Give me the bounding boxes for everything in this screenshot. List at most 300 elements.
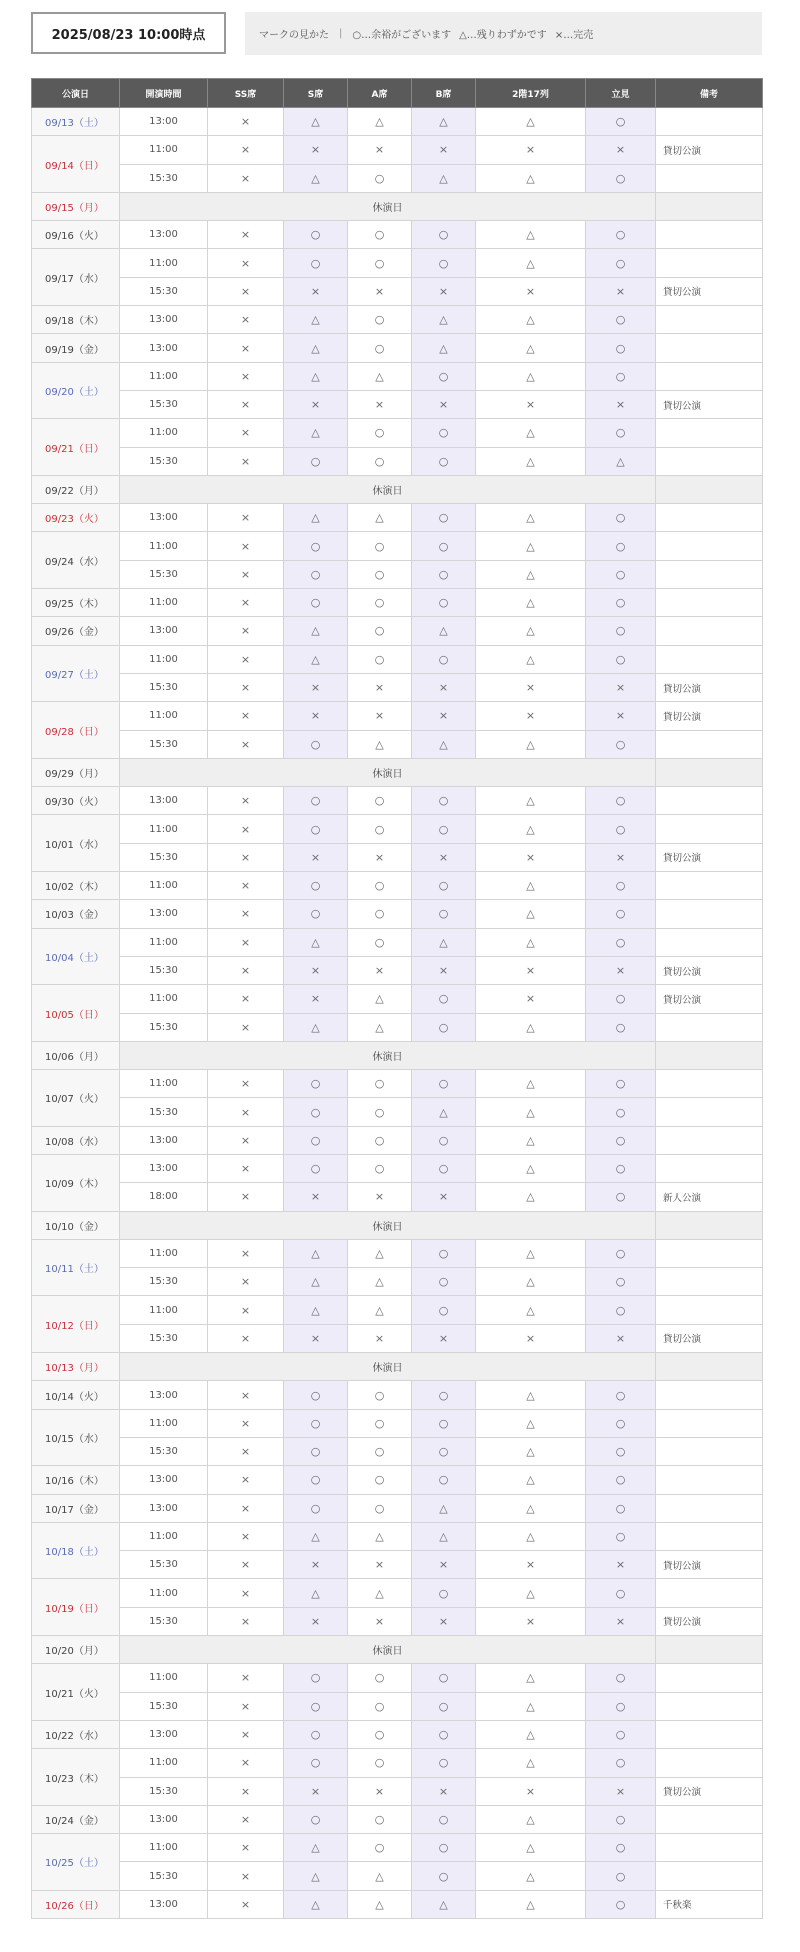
note-cell [656, 1805, 763, 1833]
seat-status-cell: ○ [586, 504, 656, 532]
time-cell: 13:00 [120, 900, 208, 928]
seat-status-cell: ○ [586, 1522, 656, 1550]
seat-status-cell: ○ [348, 1098, 412, 1126]
seat-status-cell: △ [476, 362, 586, 390]
seat-status-cell: △ [284, 1268, 348, 1296]
note-cell [656, 1211, 763, 1239]
seat-status-cell: ○ [586, 1579, 656, 1607]
date-cell: 10/08（水） [32, 1126, 120, 1154]
date-cell: 10/09（木） [32, 1154, 120, 1211]
seat-status-cell: ○ [284, 249, 348, 277]
seat-status-cell: ○ [412, 504, 476, 532]
holiday-cell: 休演日 [120, 1041, 656, 1069]
seat-status-cell: ○ [348, 1381, 412, 1409]
seat-status-cell: × [208, 1324, 284, 1352]
note-cell [656, 334, 763, 362]
table-row [32, 1749, 763, 1777]
seat-status-cell: × [476, 136, 586, 164]
note-cell: 貸切公演 [656, 277, 763, 305]
table-row [32, 532, 763, 560]
seat-status-cell: ○ [586, 108, 656, 136]
seat-status-cell: ○ [412, 900, 476, 928]
seat-status-cell: ○ [412, 787, 476, 815]
seat-status-cell: × [412, 136, 476, 164]
seat-status-cell: △ [284, 1239, 348, 1267]
seat-status-cell: △ [348, 730, 412, 758]
seat-status-cell: ○ [284, 1437, 348, 1465]
table-row [32, 645, 763, 673]
table-row [32, 843, 763, 871]
table-row [32, 1890, 763, 1918]
table-row [32, 504, 763, 532]
note-cell [656, 1154, 763, 1182]
table-row [32, 1692, 763, 1720]
seat-status-cell: × [208, 928, 284, 956]
seat-status-cell: ○ [348, 1070, 412, 1098]
seat-status-cell: ○ [284, 1720, 348, 1748]
note-cell [656, 1749, 763, 1777]
seat-status-cell: ○ [348, 872, 412, 900]
seat-status-cell: × [208, 1296, 284, 1324]
time-cell: 11:00 [120, 1834, 208, 1862]
time-cell: 13:00 [120, 221, 208, 249]
seat-status-cell: △ [412, 164, 476, 192]
note-cell [656, 164, 763, 192]
date-cell: 10/24（金） [32, 1805, 120, 1833]
seat-status-cell: ○ [348, 787, 412, 815]
seat-status-cell: △ [412, 306, 476, 334]
table-row [32, 277, 763, 305]
seat-status-cell: × [208, 1692, 284, 1720]
seat-status-cell: ○ [412, 1664, 476, 1692]
table-row [32, 108, 763, 136]
time-cell: 15:30 [120, 390, 208, 418]
seat-status-cell: △ [284, 419, 348, 447]
seat-status-cell: × [348, 1777, 412, 1805]
seat-status-cell: × [476, 277, 586, 305]
time-cell: 15:30 [120, 1437, 208, 1465]
seat-status-cell: △ [412, 617, 476, 645]
column-header: 2階17列 [476, 79, 586, 108]
seat-status-cell: × [208, 1664, 284, 1692]
seat-status-cell: × [208, 1834, 284, 1862]
seat-status-cell: ○ [284, 1466, 348, 1494]
seat-status-cell: × [348, 1324, 412, 1352]
seat-status-cell: × [412, 1551, 476, 1579]
time-cell: 11:00 [120, 1239, 208, 1267]
date-cell: 09/14（日） [32, 136, 120, 193]
date-cell: 09/18（木） [32, 306, 120, 334]
seat-status-cell: △ [284, 1522, 348, 1550]
note-cell [656, 1494, 763, 1522]
table-row [32, 1664, 763, 1692]
holiday-cell: 休演日 [120, 192, 656, 220]
note-cell [656, 1353, 763, 1381]
seat-status-cell: × [476, 390, 586, 418]
table-row [32, 872, 763, 900]
note-cell [656, 1296, 763, 1324]
holiday-cell: 休演日 [120, 475, 656, 503]
seat-status-cell: △ [412, 1890, 476, 1918]
seat-status-cell: × [586, 956, 656, 984]
seat-status-cell: × [208, 787, 284, 815]
seat-status-cell: × [208, 645, 284, 673]
holiday-row [32, 1041, 763, 1069]
seat-status-cell: ○ [412, 589, 476, 617]
seat-status-cell: ○ [412, 1805, 476, 1833]
table-row [32, 1239, 763, 1267]
date-cell: 09/20（土） [32, 362, 120, 419]
table-row [32, 136, 763, 164]
date-cell: 10/04（土） [32, 928, 120, 985]
seat-status-cell: × [208, 1154, 284, 1182]
date-cell: 09/23（火） [32, 504, 120, 532]
time-cell: 13:00 [120, 1890, 208, 1918]
seat-status-cell: △ [284, 334, 348, 362]
seat-status-cell: × [208, 1268, 284, 1296]
time-cell: 15:30 [120, 956, 208, 984]
time-cell: 11:00 [120, 702, 208, 730]
seat-status-cell: △ [476, 1296, 586, 1324]
time-cell: 13:00 [120, 787, 208, 815]
seat-status-cell: ○ [284, 532, 348, 560]
seat-status-cell: ○ [586, 1013, 656, 1041]
seat-status-cell: ○ [586, 1381, 656, 1409]
seat-status-cell: △ [412, 334, 476, 362]
seat-status-cell: ○ [348, 419, 412, 447]
seat-status-cell: ○ [348, 447, 412, 475]
time-cell: 15:30 [120, 730, 208, 758]
holiday-row [32, 1211, 763, 1239]
time-cell: 11:00 [120, 815, 208, 843]
date-cell: 09/30（火） [32, 787, 120, 815]
seat-status-cell: △ [476, 1494, 586, 1522]
note-cell [656, 928, 763, 956]
seat-status-cell: △ [284, 362, 348, 390]
seat-status-cell: ○ [284, 1749, 348, 1777]
seat-status-cell: × [348, 843, 412, 871]
seat-status-cell: × [476, 1324, 586, 1352]
seat-status-cell: △ [284, 1013, 348, 1041]
date-cell: 09/29（月） [32, 758, 120, 786]
seat-status-cell: × [208, 1098, 284, 1126]
seat-status-cell: ○ [586, 1720, 656, 1748]
seat-status-cell: △ [412, 1522, 476, 1550]
table-row [32, 164, 763, 192]
date-cell: 10/05（日） [32, 985, 120, 1042]
seat-status-cell: ○ [412, 1013, 476, 1041]
table-row [32, 1720, 763, 1748]
time-cell: 11:00 [120, 532, 208, 560]
seat-status-cell: △ [284, 1579, 348, 1607]
table-row [32, 702, 763, 730]
seat-status-cell: ○ [284, 221, 348, 249]
seat-status-cell: ○ [348, 221, 412, 249]
seat-status-cell: × [208, 843, 284, 871]
seat-status-cell: △ [476, 1834, 586, 1862]
seat-status-cell: ○ [412, 1437, 476, 1465]
seat-status-cell: × [476, 1551, 586, 1579]
seat-status-cell: ○ [586, 617, 656, 645]
column-header: 立見 [586, 79, 656, 108]
seat-status-cell: ○ [348, 334, 412, 362]
seat-status-cell: ○ [586, 1664, 656, 1692]
note-cell: 千秋楽 [656, 1890, 763, 1918]
seat-status-cell: × [208, 334, 284, 362]
note-cell [656, 249, 763, 277]
date-cell: 09/21（日） [32, 419, 120, 476]
holiday-row [32, 192, 763, 220]
time-cell: 11:00 [120, 928, 208, 956]
note-cell [656, 787, 763, 815]
seat-status-cell: ○ [412, 1720, 476, 1748]
seat-status-cell: ○ [284, 1126, 348, 1154]
date-cell: 09/17（水） [32, 249, 120, 306]
seat-status-cell: ○ [284, 589, 348, 617]
seat-status-cell: △ [476, 249, 586, 277]
seat-status-cell: ○ [412, 1749, 476, 1777]
note-cell: 貸切公演 [656, 1324, 763, 1352]
seat-status-cell: × [412, 956, 476, 984]
seat-status-cell: △ [348, 1013, 412, 1041]
seat-status-cell: ○ [348, 1692, 412, 1720]
time-cell: 13:00 [120, 334, 208, 362]
time-cell: 11:00 [120, 645, 208, 673]
seat-status-cell: △ [476, 872, 586, 900]
time-cell: 11:00 [120, 1522, 208, 1550]
seat-status-cell: × [208, 702, 284, 730]
legend-circle: ○…余裕がございます [352, 30, 452, 41]
seat-status-cell: ○ [412, 560, 476, 588]
seat-status-cell: × [586, 136, 656, 164]
table-row [32, 589, 763, 617]
time-cell: 13:00 [120, 1381, 208, 1409]
date-cell: 10/17（金） [32, 1494, 120, 1522]
table-row [32, 1437, 763, 1465]
date-cell: 09/19（金） [32, 334, 120, 362]
time-cell: 13:00 [120, 1126, 208, 1154]
time-cell: 15:30 [120, 843, 208, 871]
seat-status-cell: × [208, 1890, 284, 1918]
note-cell [656, 221, 763, 249]
holiday-cell: 休演日 [120, 758, 656, 786]
seat-status-cell: × [208, 221, 284, 249]
note-cell [656, 1834, 763, 1862]
seat-status-cell: ○ [586, 872, 656, 900]
table-row [32, 815, 763, 843]
seat-status-cell: × [476, 702, 586, 730]
note-cell [656, 1437, 763, 1465]
date-cell: 10/16（木） [32, 1466, 120, 1494]
seat-status-cell: ○ [412, 1070, 476, 1098]
seat-status-cell: ○ [586, 985, 656, 1013]
holiday-cell: 休演日 [120, 1211, 656, 1239]
seat-status-cell: △ [476, 560, 586, 588]
seat-status-cell: × [208, 617, 284, 645]
legend-box [245, 12, 762, 55]
seat-status-cell: △ [348, 108, 412, 136]
seat-status-cell: ○ [348, 1494, 412, 1522]
seat-status-cell: ○ [412, 532, 476, 560]
time-cell: 11:00 [120, 1409, 208, 1437]
seat-status-cell: × [208, 1805, 284, 1833]
note-cell [656, 1268, 763, 1296]
seat-status-cell: ○ [412, 1239, 476, 1267]
seat-status-cell: ○ [586, 1834, 656, 1862]
time-cell: 11:00 [120, 872, 208, 900]
seat-status-cell: △ [284, 617, 348, 645]
date-cell: 10/18（土） [32, 1522, 120, 1579]
seat-status-cell: ○ [412, 419, 476, 447]
seat-status-cell: × [412, 1183, 476, 1211]
note-cell: 貸切公演 [656, 985, 763, 1013]
seat-status-cell: ○ [586, 1098, 656, 1126]
table-row [32, 1579, 763, 1607]
seat-status-cell: △ [348, 1268, 412, 1296]
seat-status-cell: ○ [412, 1381, 476, 1409]
table-row [32, 362, 763, 390]
seat-status-cell: △ [476, 1692, 586, 1720]
seat-status-cell: ○ [586, 1890, 656, 1918]
seat-status-cell: ○ [412, 249, 476, 277]
seat-status-cell: ○ [586, 815, 656, 843]
seat-status-cell: × [208, 1777, 284, 1805]
holiday-row [32, 1353, 763, 1381]
seat-status-cell: △ [284, 108, 348, 136]
seat-status-cell: △ [476, 1466, 586, 1494]
seat-status-cell: ○ [586, 1296, 656, 1324]
top-bar [0, 0, 800, 78]
seat-status-cell: × [476, 985, 586, 1013]
seat-status-cell: × [208, 1013, 284, 1041]
seat-status-cell: ○ [412, 645, 476, 673]
seat-status-cell: × [412, 843, 476, 871]
seat-status-cell: ○ [586, 1494, 656, 1522]
seat-status-cell: × [208, 164, 284, 192]
seat-status-cell: ○ [412, 1466, 476, 1494]
note-cell [656, 419, 763, 447]
time-cell: 15:30 [120, 673, 208, 701]
seat-status-cell: × [476, 956, 586, 984]
note-cell [656, 1239, 763, 1267]
seat-status-cell: × [348, 702, 412, 730]
time-cell: 18:00 [120, 1183, 208, 1211]
note-cell [656, 730, 763, 758]
seat-status-cell: ○ [348, 560, 412, 588]
note-cell [656, 447, 763, 475]
seat-status-cell: × [208, 108, 284, 136]
seat-status-cell: ○ [284, 447, 348, 475]
seat-status-cell: △ [284, 1862, 348, 1890]
table-row [32, 306, 763, 334]
seat-status-cell: △ [412, 108, 476, 136]
seat-status-cell: × [284, 1324, 348, 1352]
seat-status-cell: △ [476, 730, 586, 758]
seat-status-cell: ○ [284, 1494, 348, 1522]
seat-status-cell: △ [476, 1381, 586, 1409]
date-cell: 10/15（水） [32, 1409, 120, 1466]
date-cell: 10/13（月） [32, 1353, 120, 1381]
date-cell: 10/06（月） [32, 1041, 120, 1069]
seat-status-cell: × [208, 815, 284, 843]
seat-status-cell: △ [476, 1013, 586, 1041]
schedule-body [32, 108, 763, 1919]
date-cell: 09/25（木） [32, 589, 120, 617]
note-cell [656, 475, 763, 503]
note-cell [656, 108, 763, 136]
seat-status-cell: ○ [586, 1749, 656, 1777]
seat-status-cell: △ [476, 334, 586, 362]
seat-status-cell: ○ [348, 532, 412, 560]
seat-status-cell: × [208, 306, 284, 334]
date-cell: 09/26（金） [32, 617, 120, 645]
seat-status-cell: ○ [586, 1409, 656, 1437]
table-row [32, 1551, 763, 1579]
seat-status-cell: ○ [412, 1862, 476, 1890]
seat-status-cell: ○ [348, 1437, 412, 1465]
note-cell [656, 1126, 763, 1154]
seat-status-cell: × [284, 673, 348, 701]
seat-status-cell: ○ [586, 1466, 656, 1494]
time-cell: 15:30 [120, 1692, 208, 1720]
seat-status-cell: × [208, 1070, 284, 1098]
date-cell: 10/07（火） [32, 1070, 120, 1127]
seat-status-cell: ○ [412, 1268, 476, 1296]
seat-status-cell: △ [412, 1494, 476, 1522]
seat-status-cell: ○ [412, 985, 476, 1013]
note-cell: 貸切公演 [656, 390, 763, 418]
seat-status-cell: △ [348, 504, 412, 532]
seat-status-cell: × [208, 1551, 284, 1579]
seat-status-cell: ○ [348, 1126, 412, 1154]
time-cell: 11:00 [120, 362, 208, 390]
seat-status-cell: × [412, 1324, 476, 1352]
time-cell: 11:00 [120, 419, 208, 447]
seat-status-cell: × [348, 136, 412, 164]
seat-status-cell: × [586, 1324, 656, 1352]
time-cell: 15:30 [120, 1551, 208, 1579]
seat-status-cell: △ [348, 1522, 412, 1550]
date-cell: 09/22（月） [32, 475, 120, 503]
date-cell: 10/26（日） [32, 1890, 120, 1918]
seat-status-cell: × [586, 277, 656, 305]
time-cell: 15:30 [120, 560, 208, 588]
seat-status-cell: ○ [586, 928, 656, 956]
table-row [32, 985, 763, 1013]
table-row [32, 928, 763, 956]
seat-status-cell: × [208, 390, 284, 418]
date-cell: 10/22（水） [32, 1720, 120, 1748]
seat-status-cell: × [348, 1607, 412, 1635]
date-cell: 10/20（月） [32, 1636, 120, 1664]
time-cell: 11:00 [120, 589, 208, 617]
seat-status-cell: △ [476, 1183, 586, 1211]
seat-status-cell: △ [476, 1409, 586, 1437]
seat-status-cell: ○ [586, 730, 656, 758]
time-cell: 15:30 [120, 1013, 208, 1041]
seat-status-cell: △ [476, 787, 586, 815]
date-cell: 10/02（木） [32, 872, 120, 900]
seat-status-cell: × [208, 1381, 284, 1409]
note-cell [656, 532, 763, 560]
table-row [32, 1013, 763, 1041]
holiday-row [32, 758, 763, 786]
time-cell: 15:30 [120, 1777, 208, 1805]
seat-status-cell: × [208, 673, 284, 701]
time-cell: 11:00 [120, 1749, 208, 1777]
seat-status-cell: × [208, 1862, 284, 1890]
seat-status-cell: △ [476, 1437, 586, 1465]
